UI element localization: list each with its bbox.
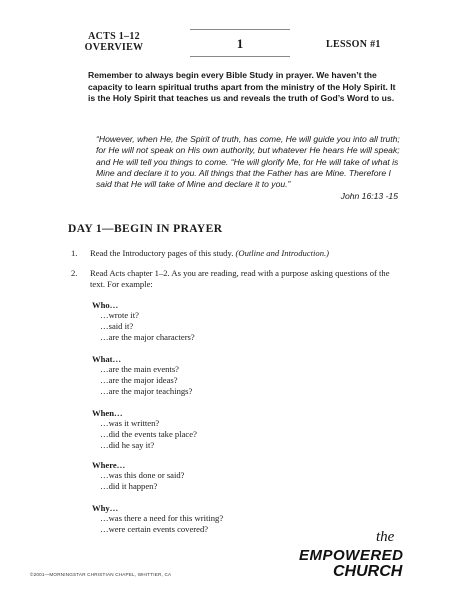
question-group-why xyxy=(92,503,223,535)
question-item: …was there a need for this writing? xyxy=(100,513,224,523)
question-group-who xyxy=(92,300,195,343)
group-title-who: Who… xyxy=(92,300,119,310)
question-item: …wrote it? xyxy=(100,310,139,320)
question-item: …are the major ideas? xyxy=(100,375,178,385)
item-text-2: Read Acts chapter 1–2. As you are reading, read with a purpose asking questions of the text. For example: xyxy=(90,268,390,289)
group-when-questions xyxy=(100,418,197,451)
logo-word-church: CHURCH xyxy=(333,563,403,580)
intro-paragraph: Remember to always begin every Bible Study in prayer. We haven’t the capacity to learn spiritual truths apart from the ministry of the Holy Spirit. It is the Holy Spirit that teaches us and reveals the truth of God’s Word to us. xyxy=(88,70,396,103)
group-title-what: What… xyxy=(92,354,122,364)
group-title-when: When… xyxy=(92,408,123,418)
header-course-line1: ACTS 1–12 xyxy=(88,31,140,42)
item-text-1-main: Read the Introductory pages of this study. xyxy=(90,248,236,258)
question-item: …was this done or said? xyxy=(100,470,185,480)
item-text-1-note: (Outline and Introduction.) xyxy=(235,248,329,258)
copyright-footer: ©2001—MORNINGSTAR CHRISTIAN CHAPEL, WHITTIER, CA xyxy=(30,572,172,577)
item-text-1 xyxy=(90,248,410,259)
question-item: …did it happen? xyxy=(100,481,158,491)
group-why-questions xyxy=(100,513,223,535)
question-item: …said it? xyxy=(100,321,134,331)
header-course-title xyxy=(78,31,150,53)
group-who-questions xyxy=(100,310,195,343)
group-title-where: Where… xyxy=(92,460,126,470)
scripture-quote: “However, when He, the Spirit of truth, has come, He will guide you into all truth; for He will not speak on His own authority, but whatever He hears He will speak; and He will tell you things to come. “He will glorify Me, for He will take of what is Mine and declare it to you. All things that the Father has are Mine. Therefore I said that He will take of Mine and declare it to you.” xyxy=(96,134,400,190)
logo-word-the: the xyxy=(376,529,395,545)
question-item: …were certain events covered? xyxy=(100,524,209,534)
question-group-what xyxy=(92,354,192,397)
question-item: …are the main events? xyxy=(100,364,179,374)
question-item: …are the major characters? xyxy=(100,332,195,342)
question-item: …did the events take place? xyxy=(100,429,197,439)
group-what-questions xyxy=(100,364,192,397)
question-group-where xyxy=(92,460,185,492)
logo-word-empowered: EMPOWERED xyxy=(299,547,404,564)
item-number-2: 2. xyxy=(71,268,78,278)
question-item: …are the major teachings? xyxy=(100,386,193,396)
question-item: …did he say it? xyxy=(100,440,155,450)
group-where-questions xyxy=(100,470,185,492)
lesson-number: LESSON #1 xyxy=(326,39,381,50)
item-number-1: 1. xyxy=(71,248,78,258)
page-number: 1 xyxy=(236,36,244,51)
header-course-line2: OVERVIEW xyxy=(84,42,144,53)
header-rule-top xyxy=(190,29,290,30)
header-rule-bottom xyxy=(190,56,290,57)
scripture-reference: John 16:13 -15 xyxy=(340,191,398,201)
group-title-why: Why… xyxy=(92,503,119,513)
question-item: …was it written? xyxy=(100,418,160,428)
question-group-when xyxy=(92,408,197,451)
day-heading: DAY 1—BEGIN IN PRAYER xyxy=(68,223,223,235)
